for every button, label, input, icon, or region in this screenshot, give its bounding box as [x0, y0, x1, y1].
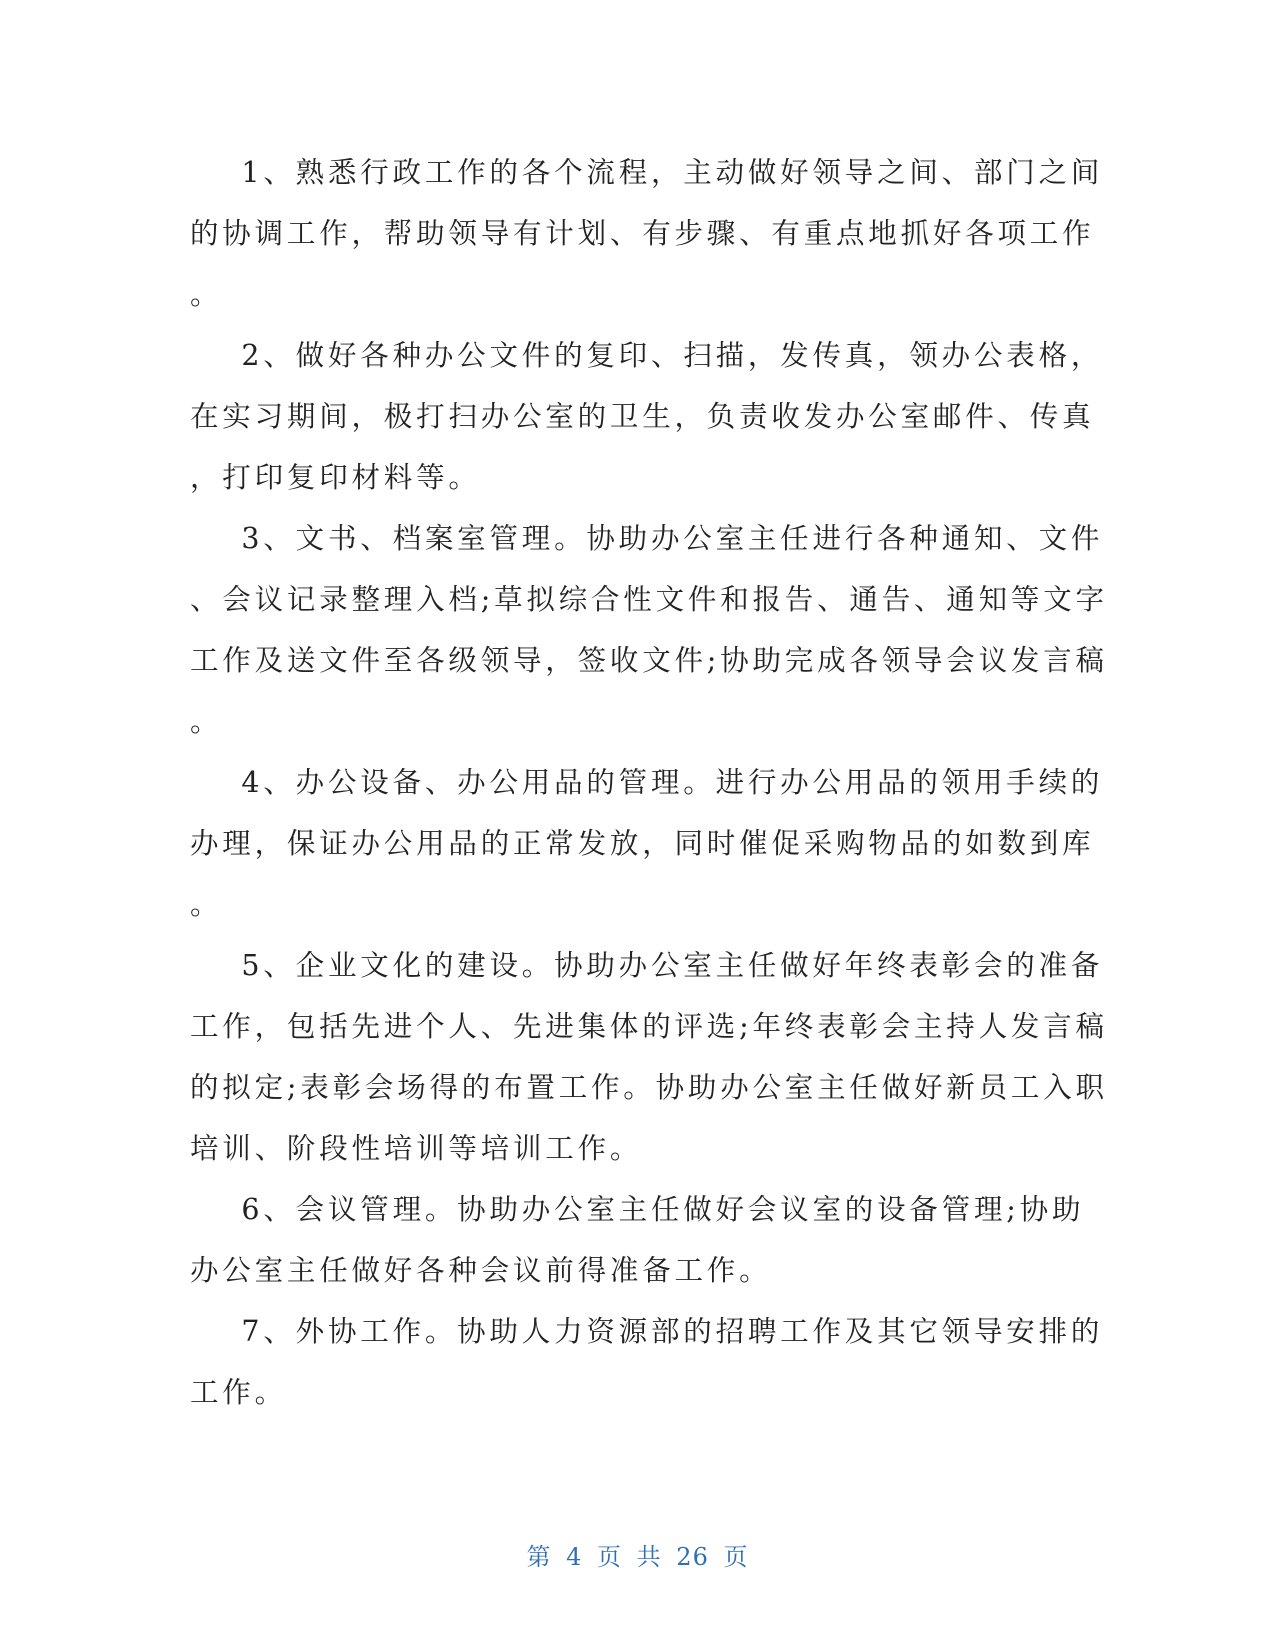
- text-line: 6、会议管理。协助办公室主任做好会议室的设备管理;协助: [190, 1193, 1085, 1226]
- text-line: 在实习期间，极打扫办公室的卫生，负责收发办公室邮件、传真: [190, 400, 1095, 433]
- text-line: 培训、阶段性培训等培训工作。: [190, 1132, 643, 1165]
- text-line: 。: [190, 888, 223, 921]
- document-body: [190, 142, 1108, 1423]
- text-line: 工作。: [190, 1376, 287, 1409]
- text-line: 2、做好各种办公文件的复印、扫描，发传真，领办公表格，: [190, 339, 1104, 372]
- text-line: 7、外协工作。协助人力资源部的招聘工作及其它领导安排的: [190, 1315, 1104, 1348]
- text-line: 的拟定;表彰会场得的布置工作。协助办公室主任做好新员工入职: [190, 1071, 1108, 1104]
- text-line: 、会议记录整理入档;草拟综合性文件和报告、通告、通知等文字: [190, 583, 1108, 616]
- text-line: ，打印复印材料等。: [190, 461, 481, 494]
- text-line: 办公室主任做好各种会议前得准备工作。: [190, 1254, 772, 1287]
- text-line: 的协调工作，帮助领导有计划、有步骤、有重点地抓好各项工作: [190, 217, 1095, 250]
- text-line: 。: [190, 705, 223, 738]
- page-number-footer: 第 4 页 共 26 页: [526, 1543, 749, 1571]
- text-line: 5、企业文化的建设。协助办公室主任做好年终表彰会的准备: [190, 949, 1104, 982]
- text-line: 办理，保证办公用品的正常发放，同时催促采购物品的如数到库: [190, 827, 1095, 860]
- text-line: 。: [190, 278, 223, 311]
- text-line: 工作及送文件至各级领导，签收文件;协助完成各领导会议发言稿: [190, 644, 1108, 677]
- text-line: 3、文书、档案室管理。协助办公室主任进行各种通知、文件: [190, 522, 1104, 555]
- text-line: 1、熟悉行政工作的各个流程，主动做好领导之间、部门之间: [190, 156, 1104, 189]
- text-line: 工作，包括先进个人、先进集体的评选;年终表彰会主持人发言稿: [190, 1010, 1108, 1043]
- text-line: 4、办公设备、办公用品的管理。进行办公用品的领用手续的: [190, 766, 1104, 799]
